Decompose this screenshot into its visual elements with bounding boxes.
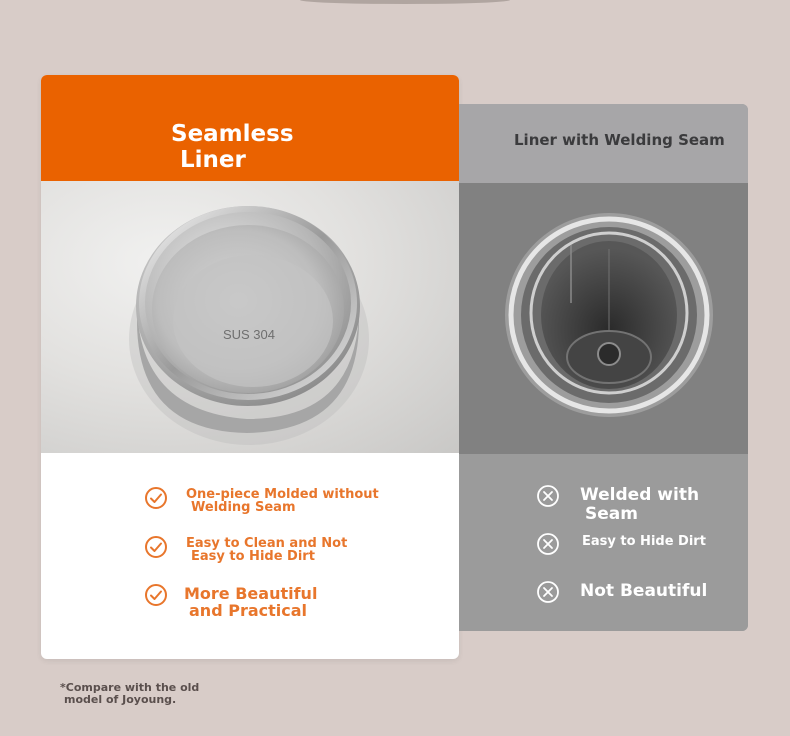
feature-label: Easy to Hide Dirt <box>582 534 706 549</box>
seamless-liner-card <box>41 75 459 659</box>
welded-liner-header <box>459 104 748 183</box>
welded-liner-card <box>459 104 748 631</box>
welded-liner-title: Liner with Welding Seam <box>514 131 725 149</box>
feature-one-piece-molded <box>144 488 379 514</box>
welded-liner-photo <box>459 183 748 454</box>
check-circle-icon <box>144 486 168 510</box>
welded-liner-illustration <box>459 183 748 454</box>
check-circle-icon <box>144 583 168 607</box>
welded-liner-features <box>459 454 748 631</box>
feature-easy-to-hide-dirt <box>536 534 706 556</box>
seamless-liner-title: Seamless Liner <box>171 121 294 173</box>
check-circle-icon <box>144 535 168 559</box>
x-circle-icon <box>536 484 560 508</box>
x-circle-icon <box>536 580 560 604</box>
seamless-liner-features <box>41 453 459 659</box>
seamless-liner-header <box>41 75 459 181</box>
feature-welded-with-seam <box>536 486 699 524</box>
feature-label: One-piece Molded without Welding Seam <box>186 487 379 515</box>
product-bottom-shadow <box>300 0 510 4</box>
seamless-liner-illustration <box>41 181 459 453</box>
x-circle-icon <box>536 532 560 556</box>
comparison-footnote: *Compare with the old model of Joyoung. <box>60 681 200 706</box>
sus304-engraving: SUS 304 <box>222 327 276 342</box>
feature-not-beautiful <box>536 582 707 604</box>
seamless-liner-photo <box>41 181 459 453</box>
feature-label: Welded with Seam <box>580 485 700 524</box>
feature-easy-to-clean <box>144 537 347 563</box>
feature-label: Easy to Clean and Not Easy to Hide Dirt <box>186 536 348 564</box>
feature-label: Not Beautiful <box>580 581 708 601</box>
feature-label: More Beautiful and Practical <box>184 584 318 620</box>
feature-more-beautiful <box>144 585 317 619</box>
